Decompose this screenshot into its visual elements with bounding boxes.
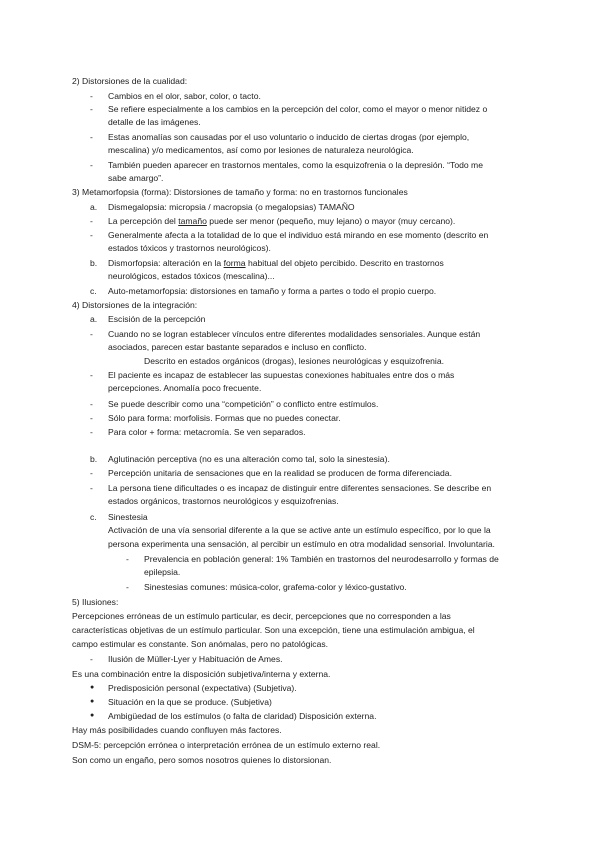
- text-line: También pueden aparecer en trastornos mentales, como la esquizofrenia o la depresión. “Todo me: [108, 160, 483, 170]
- bullet-marker: ●: [90, 698, 95, 705]
- text-line: Auto-metamorfopsia: distorsiones en tamaño y forma a partes o todo el propio cuerpo.: [108, 286, 437, 296]
- text-line: Sólo para forma: morfolisis. Formas que no puedes conectar.: [108, 413, 341, 423]
- text-line: asociados, parecen estar bastante separados e incluso en conflicto.: [108, 342, 367, 352]
- dash-marker: -: [90, 483, 93, 493]
- text-line: Para color + forma: metacromía. Se ven separados.: [108, 427, 306, 437]
- text-line: Hay más posibilidades cuando confluyen más factores.: [72, 725, 282, 735]
- dash-marker: -: [90, 370, 93, 380]
- text-line: Dismegalopsia: micropsia / macropsia (o megalopsias) TAMAÑO: [108, 202, 355, 212]
- text-line: mescalina) y/o medicamentos, así como por lesiones de naturaleza neurológica.: [108, 145, 414, 155]
- dash-marker: -: [90, 468, 93, 478]
- dash-marker: -: [90, 216, 93, 226]
- dash-marker: -: [90, 91, 93, 101]
- text-line: persona experimenta una sensación, al percibir un estímulo en otra modalidad sensorial. Involuntaria.: [108, 539, 495, 549]
- dash-marker: -: [126, 554, 129, 564]
- list-marker-b: b.: [90, 454, 98, 464]
- text-line: Sinestesias comunes: música-color, grafema-color y léxico-gustativo.: [144, 582, 407, 592]
- text-line: Prevalencia en población general: 1% También en trastornos del neurodesarrollo y formas de: [144, 554, 499, 564]
- text-line: Escisión de la percepción: [108, 314, 206, 324]
- text-line: Aglutinación perceptiva (no es una alteración como tal, solo la sinestesia).: [108, 454, 390, 464]
- text-line: Ilusión de Müller-Lyer y Habituación de Ames.: [108, 654, 283, 664]
- dash-marker: -: [126, 582, 129, 592]
- text-line: sabe amargo”.: [108, 173, 164, 183]
- text-line: La persona tiene dificultades o es incapaz de distinguir entre diferentes sensaciones. Se describe en: [108, 483, 492, 493]
- text-line: DSM-5: percepción errónea o interpretación errónea de un estímulo externo real.: [72, 740, 381, 750]
- text-line: Dismorfopsia: alteración en la forma habitual del objeto percibido. Descrito en trastornos: [108, 258, 444, 268]
- list-marker-c: c.: [90, 512, 97, 522]
- text-line: estados orgánicos, trastornos neurológicos y esquizofrenias.: [108, 496, 339, 506]
- dash-marker: -: [90, 413, 93, 423]
- text-line: neurológicos, estados tóxicos (mescalina)...: [108, 271, 275, 281]
- text-line: Estas anomalías son causadas por el uso voluntario o inducido de ciertas drogas (por ejemplo,: [108, 132, 470, 142]
- text-line: percepciones. Anomalía poco frecuente.: [108, 383, 262, 393]
- text-line: características objetivas de un estímulo particular. Son una excepción, tiene una estimulación ambigua, el: [72, 625, 475, 635]
- heading-section-2: 2) Distorsiones de la cualidad:: [72, 76, 188, 86]
- text-line: Activación de una vía sensorial diferente a la que se active ante un estímulo específico, por lo que la: [108, 525, 491, 535]
- dash-marker: -: [90, 160, 93, 170]
- text-line: Ambigüedad de los estímulos (o falta de claridad) Disposición externa.: [108, 711, 377, 721]
- text-line: Son como un engaño, pero somos nosotros quienes lo distorsionan.: [72, 755, 332, 765]
- text-line: Predisposición personal (expectativa) (Subjetiva).: [108, 683, 297, 693]
- dash-marker: -: [90, 230, 93, 240]
- underlined-word: tamaño: [178, 216, 207, 226]
- text-line: estados tóxicos y trastornos neurológicos).: [108, 243, 271, 253]
- text-line: Se puede describir como una “competición” o conflicto entre estímulos.: [108, 399, 379, 409]
- text-line: campo estimular es constante. Son anómalas, pero no patológicas.: [72, 639, 329, 649]
- heading-section-4: 4) Distorsiones de la integración:: [72, 300, 198, 310]
- bullet-marker: ●: [90, 684, 95, 691]
- text-line: Se refiere especialmente a los cambios en la percepción del color, como el mayor o menor nitidez o: [108, 104, 488, 114]
- bullet-marker: ●: [90, 712, 95, 719]
- list-marker-a: a.: [90, 202, 98, 212]
- text-line: Cambios en el olor, sabor, color, o tacto.: [108, 91, 261, 101]
- text-line: Percepciones erróneas de un estímulo particular, es decir, percepciones que no corresponden a las: [72, 611, 451, 621]
- dash-marker: -: [90, 132, 93, 142]
- text-line: Generalmente afecta a la totalidad de lo que el individuo está mirando en ese momento (descrito en: [108, 230, 489, 240]
- dash-marker: -: [90, 104, 93, 114]
- text-line: Sinestesia: [108, 512, 148, 522]
- heading-section-5: 5) Ilusiones:: [72, 597, 119, 607]
- dash-marker: -: [90, 399, 93, 409]
- dash-marker: -: [90, 654, 93, 664]
- text-line: Es una combinación entre la disposición subjetiva/interna y externa.: [72, 669, 331, 679]
- text-line: Situación en la que se produce. (Subjetiva): [108, 697, 272, 707]
- list-marker-b: b.: [90, 258, 98, 268]
- underlined-word: forma: [223, 258, 246, 268]
- dash-marker: -: [90, 427, 93, 437]
- text-line: Descrito en estados orgánicos (drogas), lesiones neurológicas y esquizofrenia.: [144, 356, 444, 366]
- text-line: Cuando no se logran establecer vínculos entre diferentes modalidades sensoriales. Aunque están: [108, 329, 481, 339]
- heading-section-3: 3) Metamorfopsia (forma): Distorsiones de tamaño y forma: no en trastornos funcionales: [72, 187, 408, 197]
- dash-marker: -: [90, 329, 93, 339]
- text-line: epilepsia.: [144, 567, 181, 577]
- list-marker-a: a.: [90, 314, 98, 324]
- text-line: Percepción unitaria de sensaciones que en la realidad se producen de forma diferenciada.: [108, 468, 452, 478]
- text-line: El paciente es incapaz de establecer las supuestas conexiones habituales entre dos o más: [108, 370, 455, 380]
- text-line: La percepción del tamaño puede ser menor (pequeño, muy lejano) o mayor (muy cercano).: [108, 216, 456, 226]
- text-line: detalle de las imágenes.: [108, 117, 201, 127]
- list-marker-c: c.: [90, 286, 97, 296]
